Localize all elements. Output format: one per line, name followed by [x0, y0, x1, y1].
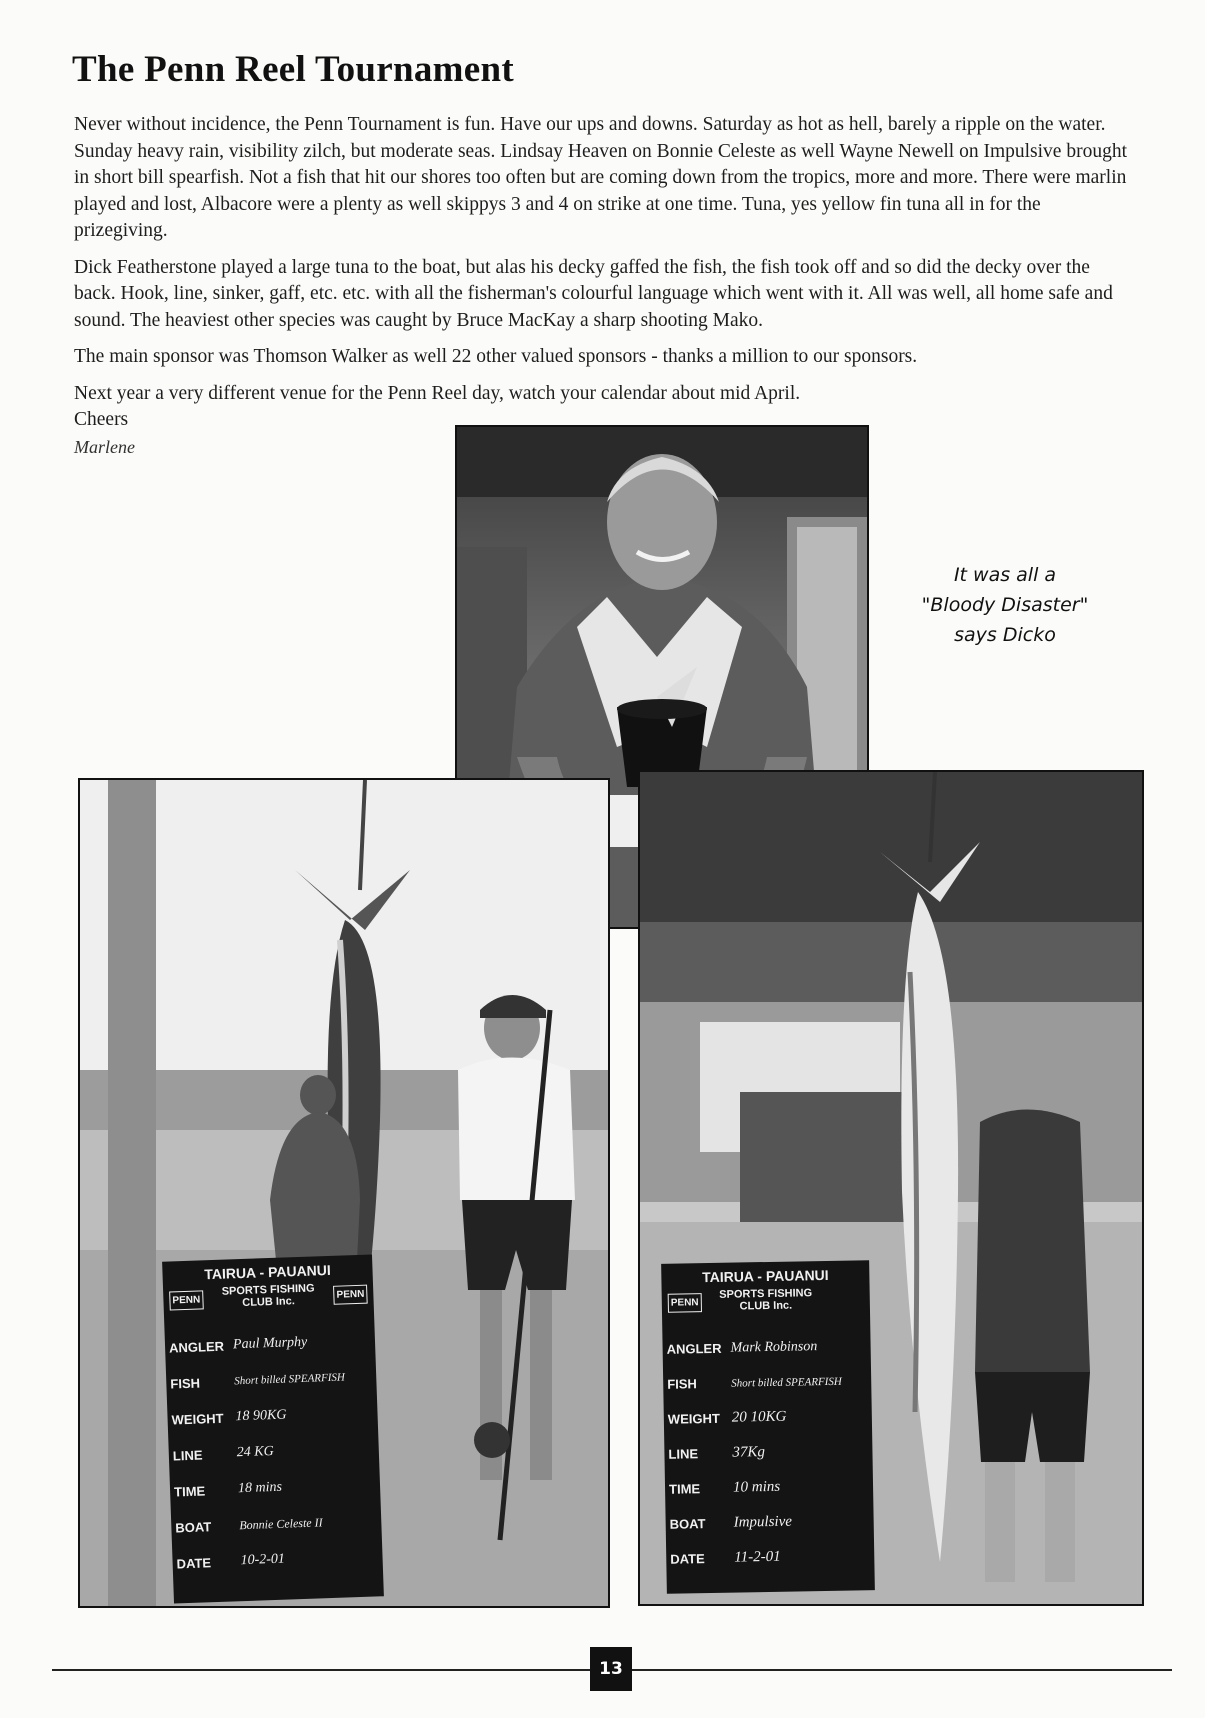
row-label: WEIGHT: [171, 1410, 224, 1428]
row-value: Bonnie Celeste II: [239, 1514, 323, 1532]
row-value: 18 90KG: [235, 1407, 287, 1425]
caption-line: says Dicko: [954, 624, 1056, 646]
catch-board-left: [162, 1254, 384, 1603]
row-value: 18 mins: [237, 1479, 283, 1497]
row-label: TIME: [668, 1481, 701, 1497]
row-value: Short billed SPEARFISH: [731, 1375, 842, 1390]
board-header: TAIRUA - PAUANUI: [204, 1261, 332, 1283]
row-label: FISH: [170, 1375, 201, 1392]
row-value: 11-2-01: [734, 1548, 781, 1566]
caption-line: "Bloody Disaster": [921, 594, 1089, 616]
board-rows: [662, 1328, 874, 1577]
board-subheader: SPORTS FISHING: [719, 1287, 813, 1301]
penn-logo: PENN: [333, 1285, 367, 1305]
article-paragraph: Next year a very different venue for the Penn Reel day, watch your calendar about mid April.: [74, 382, 801, 404]
row-value: Impulsive: [733, 1513, 793, 1531]
row-value: 10 mins: [732, 1478, 781, 1496]
row-label: LINE: [668, 1446, 699, 1462]
row-label: ANGLER: [168, 1338, 225, 1356]
caption-line: It was all a: [953, 564, 1057, 586]
photo-caption: [900, 560, 1110, 650]
row-value: 10-2-01: [240, 1551, 286, 1569]
board-subheader: SPORTS FISHING: [221, 1282, 315, 1298]
board-subheader: CLUB Inc.: [739, 1299, 793, 1313]
author-signature: Marlene: [74, 436, 135, 457]
article-paragraph: Dick Featherstone played a large tuna to the boat, but alas his decky gaffed the fish, the fish took off and so did the decky over the back. Hook, line, sinker, gaff, etc. etc. with all the fisherman's colourful language which went with it. All was well, all home safe and sound. The heaviest other species was caught by Bruce MacKay a sharp shooting Mako.: [74, 256, 1113, 331]
article-paragraph: The main sponsor was Thomson Walker as well 22 other valued sponsors - thanks a million to our sponsors.: [74, 346, 918, 367]
closing: Cheers: [74, 409, 129, 430]
row-label: DATE: [176, 1554, 212, 1571]
row-value: 24 KG: [236, 1443, 275, 1461]
penn-logo: PENN: [169, 1290, 203, 1310]
catch-board-right: [661, 1260, 875, 1594]
row-value: 20 10KG: [731, 1408, 787, 1426]
board-rows: [164, 1322, 383, 1581]
board-header: TAIRUA - PAUANUI: [701, 1266, 829, 1286]
row-value: Mark Robinson: [730, 1338, 818, 1356]
row-label: LINE: [172, 1446, 203, 1464]
row-label: FISH: [667, 1376, 697, 1392]
board-subheader: CLUB Inc.: [242, 1295, 296, 1309]
row-label: DATE: [670, 1551, 705, 1567]
row-value: Paul Murphy: [232, 1334, 308, 1353]
row-label: BOAT: [669, 1516, 706, 1532]
article-paragraph: Never without incidence, the Penn Tournament is fun. Have our ups and downs. Saturday as hot as hell, barely a ripple on the water. Sunday heavy rain, visibility zilch, but moderate seas. Lindsay Heaven on Bonnie Celeste as well Wayne Newell on Impulsive brought in short bill spearfish. Not a fish that hit our shores too often but are coming down from the tropics, more and more. There were marlin played and lost, Albacore were a plenty as well skippys 3 and 4 on strike at one time. Tuna, yes yellow fin tuna all in for the prizegiving.: [74, 114, 1127, 241]
article-body: [74, 112, 1134, 460]
article-title: The Penn Reel Tournament: [72, 49, 514, 90]
row-value: 37Kg: [732, 1444, 766, 1461]
penn-logo: PENN: [668, 1293, 702, 1313]
page-number: 13: [590, 1647, 632, 1691]
row-label: BOAT: [175, 1518, 212, 1535]
row-label: ANGLER: [666, 1340, 722, 1357]
row-value: Short billed SPEARFISH: [234, 1371, 346, 1388]
row-label: WEIGHT: [667, 1410, 720, 1427]
row-label: TIME: [173, 1482, 206, 1499]
